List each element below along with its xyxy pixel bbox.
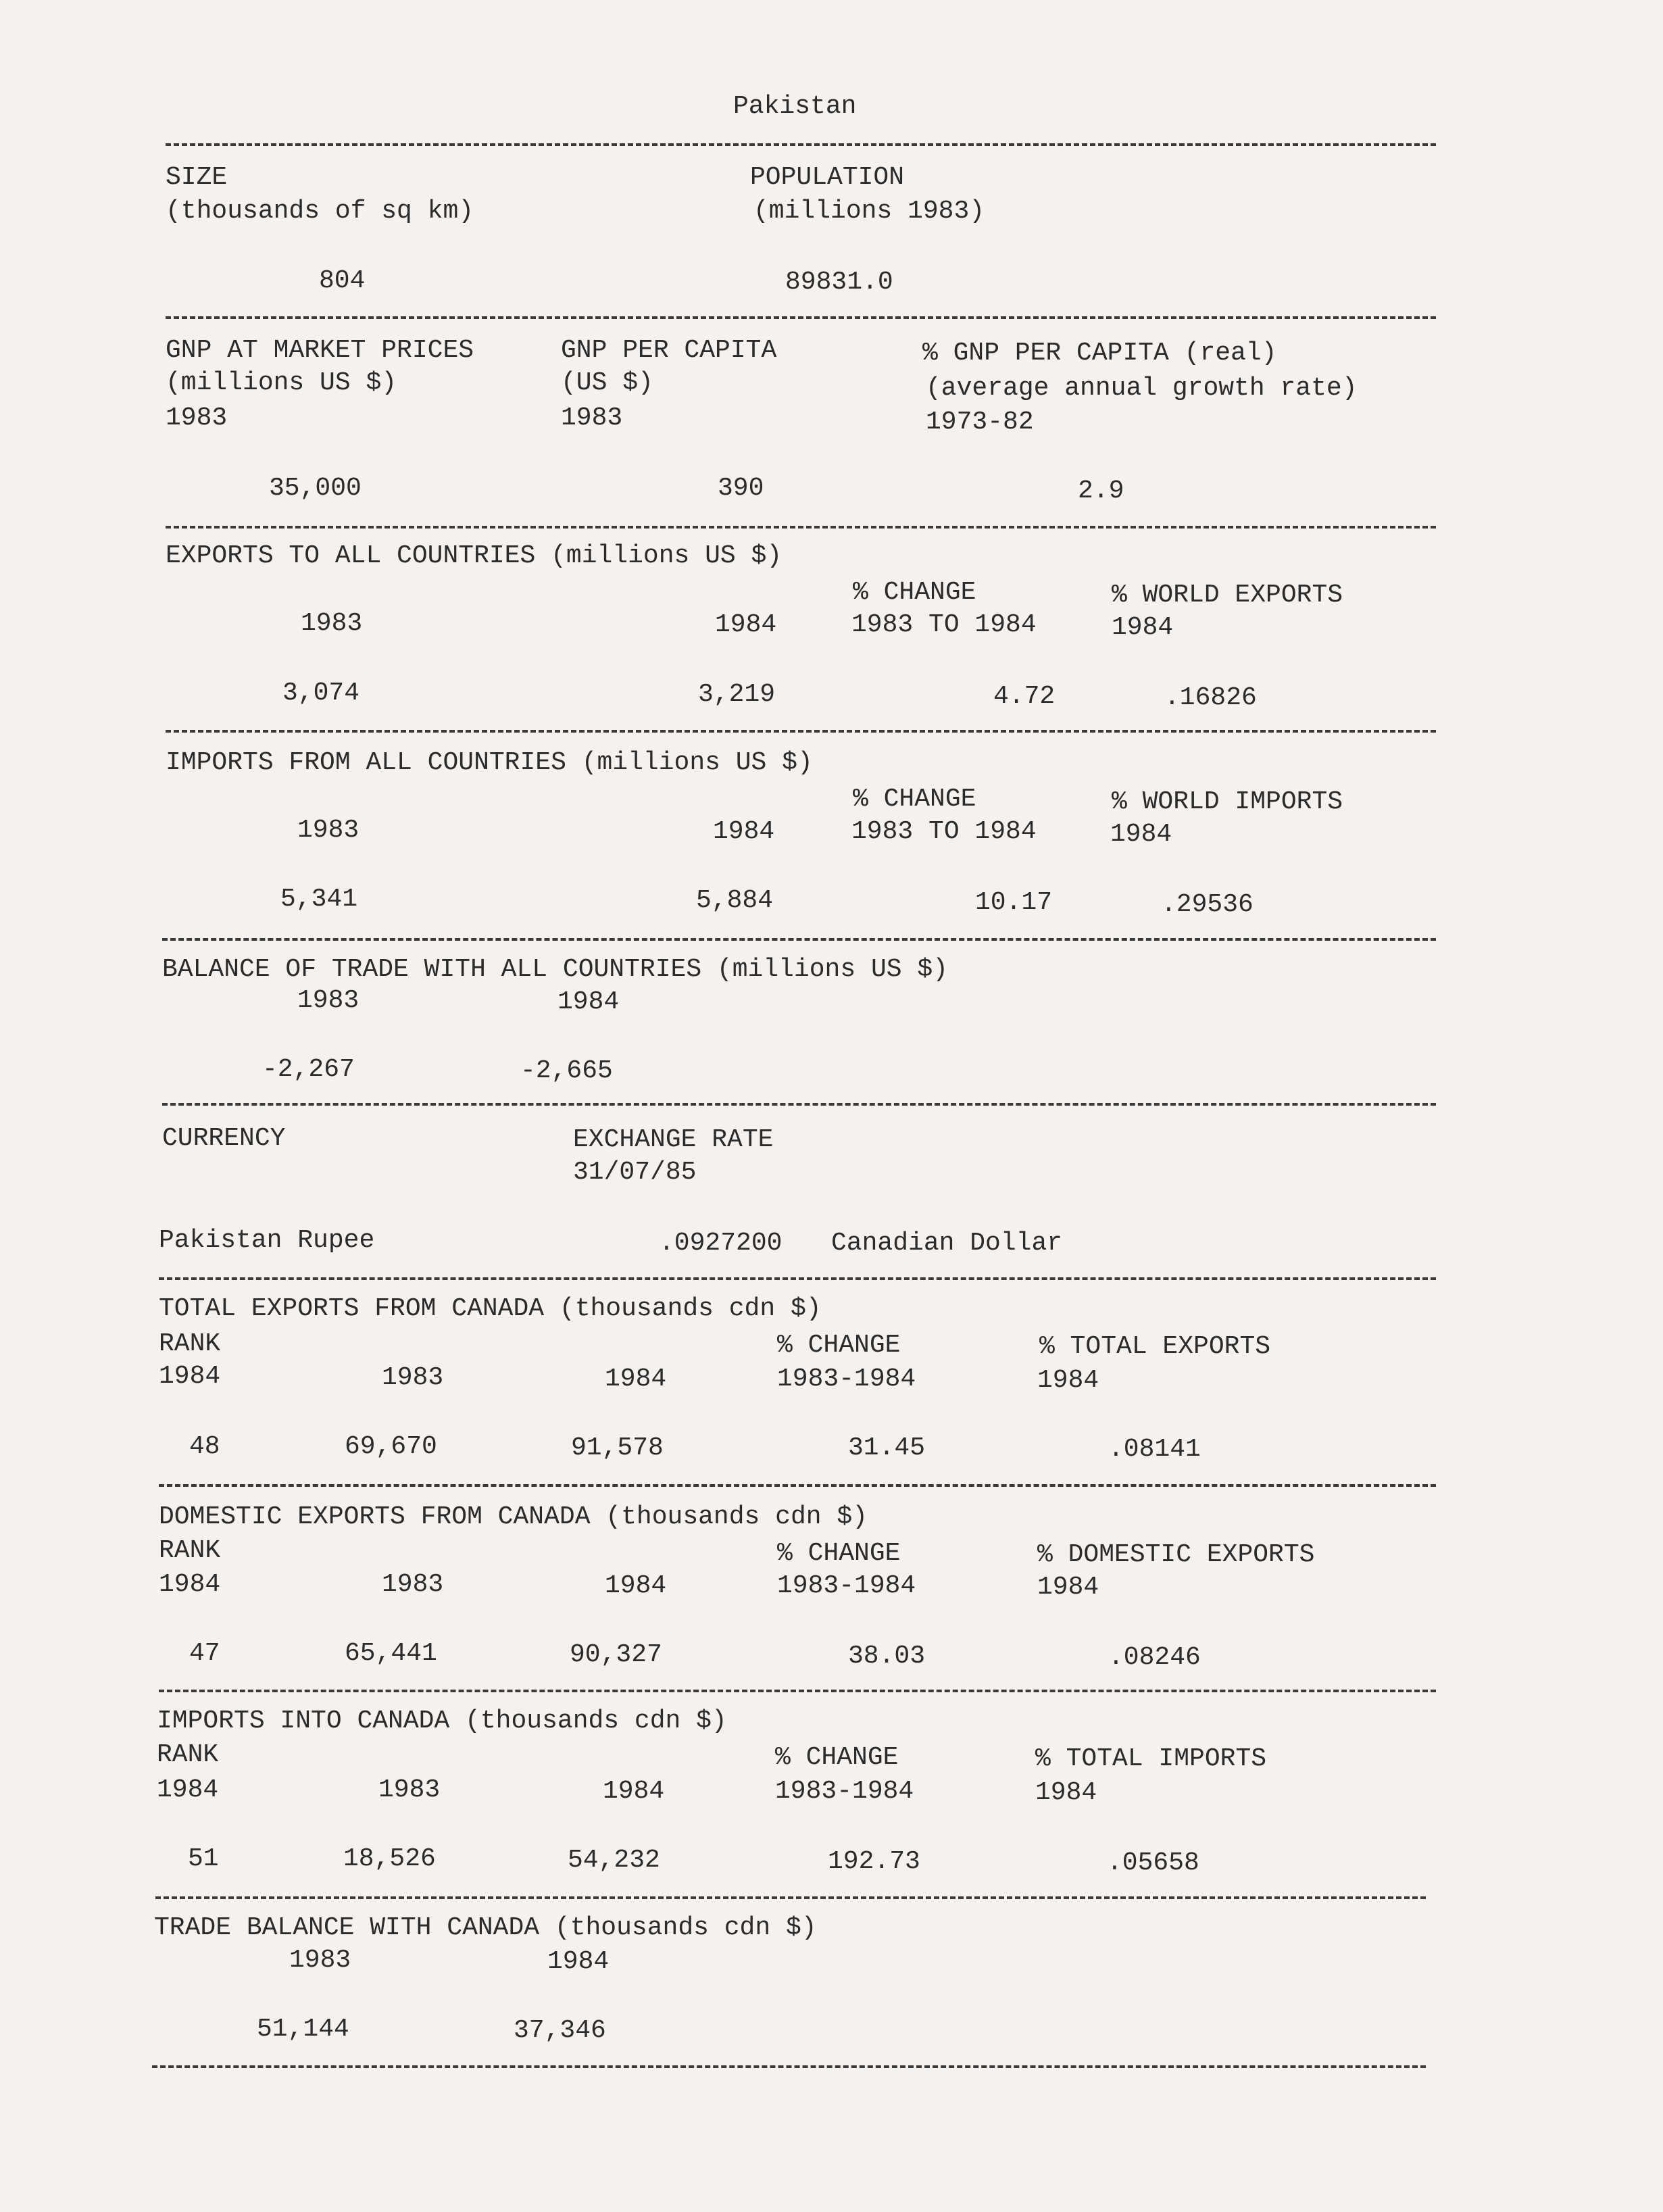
imports-all-year-1984: 1984 <box>713 817 775 846</box>
domestic-exports-pct-value: .08246 <box>1108 1643 1201 1672</box>
imports-all-world-value: .29536 <box>1161 890 1254 919</box>
exports-all-year-1983: 1983 <box>301 609 363 638</box>
exports-all-change-period: 1983 TO 1984 <box>851 610 1037 639</box>
gnp-growth-period: 1973-82 <box>926 408 1034 437</box>
gnp-growth-unit: (average annual growth rate) <box>926 374 1358 403</box>
imports-canada-pct-value: .05658 <box>1107 1848 1199 1877</box>
gnp-market-value: 35,000 <box>269 474 362 503</box>
gnp-per-capita-year: 1983 <box>561 403 623 433</box>
imports-all-change-value: 10.17 <box>975 888 1053 917</box>
balance-all-1983-value: -2,267 <box>262 1055 355 1084</box>
total-exports-rank-header: RANK <box>159 1329 221 1358</box>
imports-all-1984-value: 5,884 <box>696 886 774 915</box>
divider <box>166 526 1436 529</box>
imports-canada-rank-year: 1984 <box>157 1775 219 1804</box>
trade-balance-1984-value: 37,346 <box>514 2016 606 2045</box>
imports-all-change-header: % CHANGE <box>853 785 976 814</box>
divider <box>166 316 1436 319</box>
total-exports-pct-value: .08141 <box>1108 1435 1201 1464</box>
imports-canada-pct-header: % TOTAL IMPORTS <box>1035 1744 1267 1773</box>
exports-all-change-value: 4.72 <box>993 682 1056 711</box>
population-label: POPULATION <box>750 163 905 192</box>
total-exports-1983-value: 69,670 <box>345 1432 437 1461</box>
divider <box>166 730 1436 733</box>
gnp-growth-label: % GNP PER CAPITA (real) <box>922 339 1277 368</box>
gnp-per-capita-label: GNP PER CAPITA <box>561 336 777 365</box>
size-value: 804 <box>319 266 366 295</box>
population-unit: (millions 1983) <box>753 197 985 226</box>
gnp-per-capita-unit: (US $) <box>561 368 653 397</box>
size-label: SIZE <box>166 163 228 192</box>
exchange-rate-value: .0927200 <box>659 1229 783 1258</box>
exports-all-1983-value: 3,074 <box>282 679 360 708</box>
total-exports-rank-year: 1984 <box>159 1362 221 1391</box>
gnp-market-label: GNP AT MARKET PRICES <box>166 336 474 365</box>
domestic-exports-rank-value: 47 <box>189 1639 220 1668</box>
currency-name: Pakistan Rupee <box>159 1226 375 1255</box>
trade-balance-year-1983: 1983 <box>289 1946 351 1975</box>
imports-canada-rank-header: RANK <box>157 1740 219 1769</box>
imports-all-world-year: 1984 <box>1110 820 1172 849</box>
balance-all-year-1984: 1984 <box>557 987 620 1016</box>
imports-all-change-period: 1983 TO 1984 <box>851 817 1037 846</box>
domestic-exports-change-value: 38.03 <box>848 1642 926 1671</box>
domestic-exports-1983-value: 65,441 <box>345 1639 437 1668</box>
domestic-exports-change-period: 1983-1984 <box>777 1571 916 1600</box>
divider <box>159 1484 1436 1487</box>
imports-all-world-header: % WORLD IMPORTS <box>1112 787 1343 816</box>
divider <box>152 2065 1426 2068</box>
imports-canada-change-value: 192.73 <box>828 1847 920 1876</box>
exports-all-1984-value: 3,219 <box>698 680 776 709</box>
divider <box>162 1103 1436 1106</box>
domestic-exports-year-1984: 1984 <box>605 1571 667 1600</box>
imports-canada-1984-value: 54,232 <box>568 1846 660 1875</box>
domestic-exports-rank-year: 1984 <box>159 1570 221 1599</box>
domestic-exports-1984-value: 90,327 <box>570 1640 662 1669</box>
size-unit: (thousands of sq km) <box>166 197 474 226</box>
population-value: 89831.0 <box>785 268 893 297</box>
balance-all-1984-value: -2,665 <box>520 1056 613 1085</box>
total-exports-change-header: % CHANGE <box>777 1331 901 1360</box>
divider <box>155 1896 1426 1899</box>
exports-all-world-value: .16826 <box>1164 683 1257 712</box>
exports-all-year-1984: 1984 <box>715 610 777 639</box>
imports-canada-change-header: % CHANGE <box>775 1743 899 1772</box>
divider <box>166 143 1436 146</box>
imports-canada-pct-year: 1984 <box>1035 1778 1097 1807</box>
gnp-market-unit: (millions US $) <box>166 368 397 397</box>
page-title: Pakistan <box>733 92 857 121</box>
divider <box>159 1690 1436 1692</box>
imports-canada-year-1983: 1983 <box>378 1775 441 1804</box>
domestic-exports-year-1983: 1983 <box>382 1570 444 1599</box>
total-exports-pct-header: % TOTAL EXPORTS <box>1039 1332 1271 1361</box>
gnp-market-year: 1983 <box>166 403 228 433</box>
domestic-exports-change-header: % CHANGE <box>777 1539 901 1568</box>
imports-all-title: IMPORTS FROM ALL COUNTRIES (millions US $) <box>166 748 813 777</box>
imports-canada-change-period: 1983-1984 <box>775 1777 914 1806</box>
domestic-exports-pct-year: 1984 <box>1037 1573 1099 1602</box>
imports-all-year-1983: 1983 <box>297 816 359 845</box>
imports-canada-title: IMPORTS INTO CANADA (thousands cdn $) <box>157 1706 727 1736</box>
total-exports-year-1983: 1983 <box>382 1363 444 1392</box>
total-exports-rank-value: 48 <box>189 1432 220 1461</box>
imports-canada-1983-value: 18,526 <box>343 1844 436 1873</box>
currency-label: CURRENCY <box>162 1124 286 1153</box>
exchange-rate-label: EXCHANGE RATE <box>573 1125 774 1154</box>
exchange-rate-unit: Canadian Dollar <box>831 1229 1063 1258</box>
divider <box>159 1277 1436 1280</box>
exports-all-change-header: % CHANGE <box>853 578 976 607</box>
imports-canada-rank-value: 51 <box>188 1844 219 1873</box>
total-exports-year-1984: 1984 <box>605 1365 667 1394</box>
trade-balance-year-1984: 1984 <box>547 1947 610 1976</box>
balance-all-title: BALANCE OF TRADE WITH ALL COUNTRIES (millions US $) <box>162 955 948 984</box>
trade-balance-1983-value: 51,144 <box>257 2015 349 2044</box>
total-exports-change-period: 1983-1984 <box>777 1365 916 1394</box>
exports-all-title: EXPORTS TO ALL COUNTRIES (millions US $) <box>166 541 783 570</box>
domestic-exports-rank-header: RANK <box>159 1536 221 1565</box>
total-exports-pct-year: 1984 <box>1037 1366 1099 1395</box>
total-exports-title: TOTAL EXPORTS FROM CANADA (thousands cdn $) <box>159 1294 822 1323</box>
imports-canada-year-1984: 1984 <box>603 1777 665 1806</box>
balance-all-year-1983: 1983 <box>297 986 359 1015</box>
exports-all-world-header: % WORLD EXPORTS <box>1112 581 1343 610</box>
gnp-per-capita-value: 390 <box>718 474 764 503</box>
domestic-exports-title: DOMESTIC EXPORTS FROM CANADA (thousands cdn $) <box>159 1502 868 1531</box>
exports-all-world-year: 1984 <box>1112 613 1174 642</box>
exchange-rate-date: 31/07/85 <box>573 1158 697 1187</box>
imports-all-1983-value: 5,341 <box>280 885 358 914</box>
trade-balance-title: TRADE BALANCE WITH CANADA (thousands cdn $) <box>154 1913 817 1942</box>
total-exports-1984-value: 91,578 <box>571 1433 664 1463</box>
gnp-growth-value: 2.9 <box>1078 476 1124 506</box>
total-exports-change-value: 31.45 <box>848 1433 926 1463</box>
divider <box>162 938 1436 941</box>
domestic-exports-pct-header: % DOMESTIC EXPORTS <box>1037 1540 1315 1569</box>
